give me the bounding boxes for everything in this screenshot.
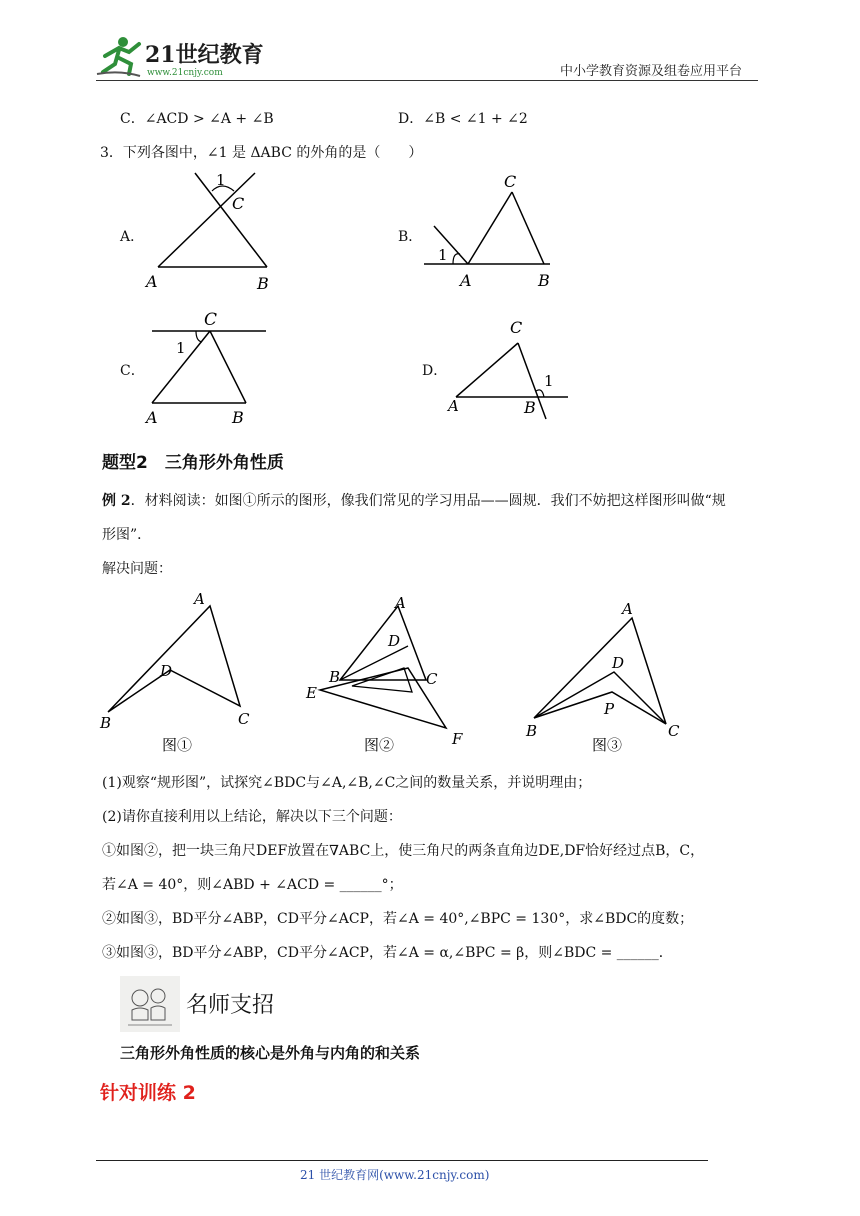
sub-question-2: ②如图③，BD平分∠ABP，CD平分∠ACP，若∠A = 40°,∠BPC = 130°，求∠BDC的度数； <box>102 911 694 927</box>
label-a: A <box>194 590 205 608</box>
section-title: 题型2 三角形外角性质 <box>102 453 284 473</box>
example-2-line-1 <box>102 490 726 510</box>
label-a: A <box>460 271 472 290</box>
figure-d <box>440 315 580 425</box>
label-b: B <box>100 714 112 732</box>
figure-3-caption: 图③ <box>592 736 623 754</box>
example-label: 例 2 <box>102 493 131 509</box>
label-b: B <box>329 668 341 686</box>
option-a-label: A． <box>120 229 145 245</box>
label-a: A <box>448 397 459 415</box>
label-d: D <box>612 654 625 672</box>
label-f: F <box>452 730 463 748</box>
label-b: B <box>257 274 269 293</box>
label-c: C <box>204 310 218 330</box>
sub-question-1-line-1: ①如图②，把一块三角尺DEF放置在∇ABC上，使三角尺的两条直角边DE,DF恰好经过点B，C， <box>102 843 705 859</box>
option-b-label: B． <box>398 229 423 245</box>
label-a: A <box>395 594 406 612</box>
sub-question-3: ③如图③，BD平分∠ABP，CD平分∠ACP，若∠A = α,∠BPC = β，则∠BDC = ______． <box>102 945 673 961</box>
option-d-text: D．∠B < ∠1 + ∠2 <box>398 111 528 127</box>
label-1: 1 <box>438 246 448 264</box>
tip-body: 三角形外角性质的核心是外角与内角的和关系 <box>120 1044 421 1062</box>
label-c: C <box>510 318 523 337</box>
figure-c <box>140 305 280 430</box>
sub-question-1-line-2: 若∠A = 40°，则∠ABD + ∠ACD = ______°； <box>102 877 403 893</box>
label-1: 1 <box>176 339 186 357</box>
label-b: B <box>526 722 538 740</box>
label-b: B <box>232 408 244 427</box>
platform-name: 中小学教育资源及组卷应用平台 <box>560 64 743 79</box>
label-p: P <box>604 700 615 718</box>
label-b: B <box>524 398 536 417</box>
option-c-text: C．∠ACD > ∠A + ∠B <box>120 111 274 127</box>
label-1: 1 <box>216 171 226 189</box>
part-2-text: (2)请你直接利用以上结论，解决以下三个问题： <box>102 809 402 825</box>
figure-b <box>420 168 570 293</box>
logo-text: 21世纪教育 <box>145 42 264 68</box>
label-a: A <box>146 408 158 427</box>
figure-2 <box>300 588 480 758</box>
label-c: C <box>504 172 517 191</box>
label-1: 1 <box>544 372 554 390</box>
label-a: A <box>622 600 633 618</box>
label-a: A <box>146 272 158 291</box>
label-b: B <box>538 271 550 290</box>
footer-text: 21 世纪教育网(www.21cnjy.com) <box>300 1168 490 1182</box>
runner-icon <box>97 37 140 76</box>
part-1-text: (1)观察“规形图”，试探究∠BDC与∠A,∠B,∠C之间的数量关系，并说明理由； <box>102 775 592 791</box>
label-c: C <box>426 670 438 688</box>
figure-a <box>140 165 290 295</box>
option-d-label: D． <box>422 363 448 379</box>
practice-title: 针对训练 2 <box>100 1082 196 1104</box>
solve-heading: 解决问题： <box>102 561 172 577</box>
logo-url: www.21cnjy.com <box>147 68 223 78</box>
figure-3 <box>520 590 690 760</box>
tip-title: 名师支招 <box>186 993 275 1018</box>
label-d: D <box>160 662 173 680</box>
teacher-cartoon-icon <box>120 976 180 1032</box>
label-d: D <box>388 632 401 650</box>
footer-divider <box>96 1160 708 1161</box>
figure-1 <box>98 588 268 758</box>
figure-2-caption: 图② <box>364 736 395 754</box>
label-c: C <box>668 722 680 740</box>
header-divider <box>96 80 758 81</box>
example-text: ．材料阅读：如图①所示的图形，像我们常见的学习用品——圆规．我们不妨把这样图形叫做“规 <box>130 493 726 509</box>
label-e: E <box>306 684 317 702</box>
example-2-line-2: 形图”． <box>102 527 152 543</box>
figure-1-caption: 图① <box>162 736 193 754</box>
question-3-stem: 3．下列各图中，∠1 是 ΔABC 的外角的是（ ） <box>100 145 423 161</box>
label-c: C <box>238 710 250 728</box>
site-logo <box>95 34 270 80</box>
option-c-label: C． <box>120 363 145 379</box>
label-c: C <box>232 194 245 213</box>
